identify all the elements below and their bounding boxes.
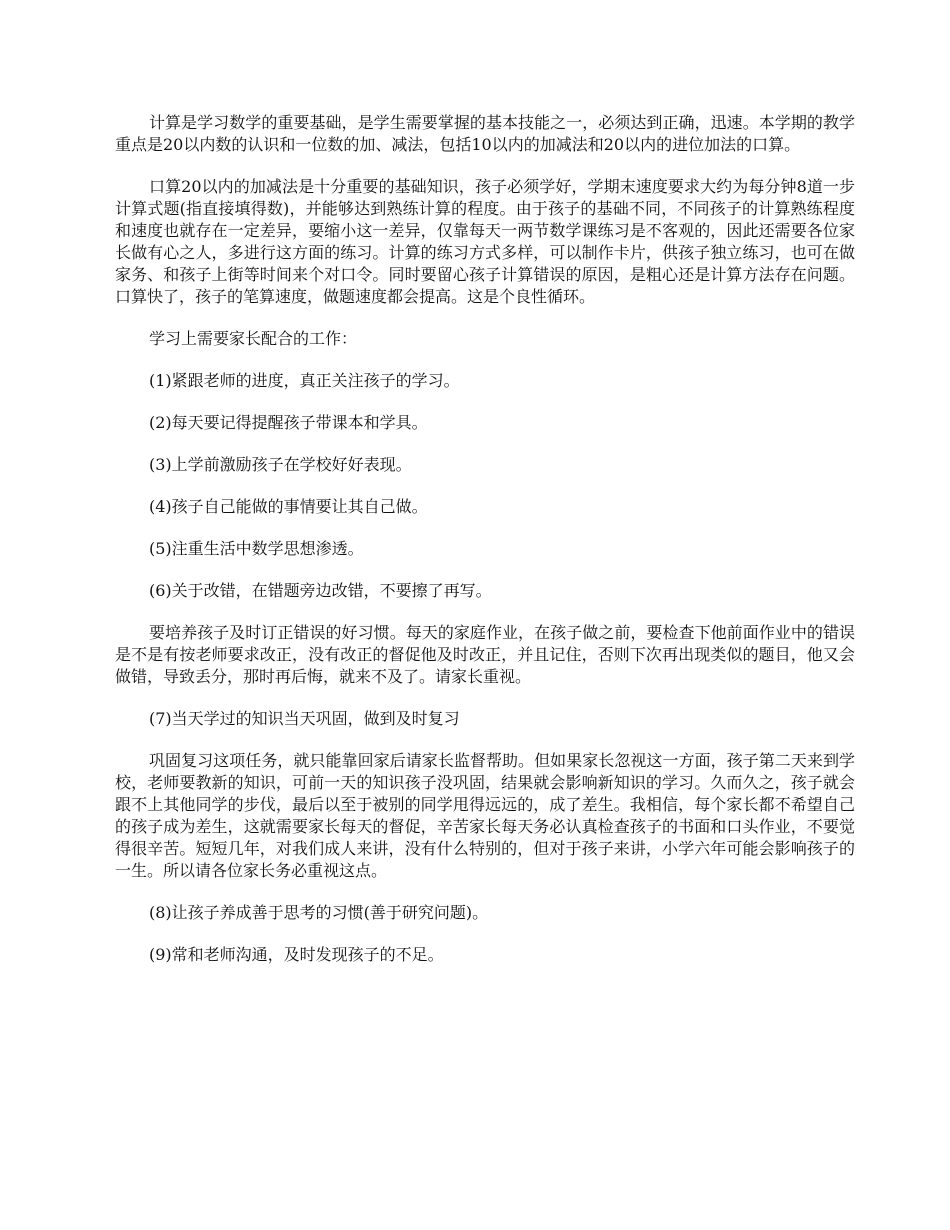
list-item-9: (9)常和老师沟通，及时发现孩子的不足。 — [149, 945, 444, 964]
document-body — [115, 112, 855, 986]
list-item-4: (4)孩子自己能做的事情要让其自己做。 — [149, 497, 428, 516]
paragraph-oral-calculation: 口算20以内的加减法是十分重要的基础知识，孩子必须学好，学期末速度要求大约为每分钟8道一步计算式题(指直接填得数)，并能够达到熟练计算的程度。由于孩子的基础不同，不同孩子的计算熟练程度和速度也就存在一定差异，要缩小这一差异，仅靠每天一两节数学课练习是不客观的，因此还需要各位家长做有心之人，多进行这方面的练习。计算的练习方式多样，可以制作卡片，供孩子独立练习，也可在做家务、和孩子上街等时间来个对口令。同时要留心孩子计算错误的原因，是粗心还是计算方法存在问题。口算快了，孩子的笔算速度，做题速度都会提高。这是个良性循环。 — [115, 177, 855, 306]
list-item-7: (7)当天学过的知识当天巩固，做到及时复习 — [149, 709, 460, 728]
list-item-8: (8)让孩子养成善于思考的习惯(善于研究问题)。 — [149, 903, 489, 922]
list-item-2: (2)每天要记得提醒孩子带课本和学具。 — [149, 413, 428, 432]
paragraph-correct-errors: 要培养孩子及时订正错误的好习惯。每天的家庭作业，在孩子做之前，要检查下他前面作业中的错误是不是有按老师要求改正，没有改正的督促他及时改正，并且记住，否则下次再出现类似的题目，他又会做错，导致丢分，那时再后悔，就来不及了。请家长重视。 — [115, 623, 855, 686]
paragraph-intro: 计算是学习数学的重要基础，是学生需要掌握的基本技能之一，必须达到正确，迅速。本学期的教学重点是20以内数的认识和一位数的加、减法，包括10以内的加减法和20以内的进位加法的口算。 — [115, 113, 855, 154]
list-item-6: (6)关于改错，在错题旁边改错，不要擦了再写。 — [149, 581, 492, 600]
paragraph-review: 巩固复习这项任务，就只能靠回家后请家长监督帮助。但如果家长忽视这一方面，孩子第二天来到学校，老师要教新的知识，可前一天的知识孩子没巩固，结果就会影响新知识的学习。久而久之，孩子就会跟不上其他同学的步伐，最后以至于被别的同学甩得远远的，成了差生。我相信，每个家长都不希望自己的孩子成为差生，这就需要家长每天的督促，辛苦家长每天务必认真检查孩子的书面和口头作业，不要觉得很辛苦。短短几年，对我们成人来讲，没有什么特别的，但对于孩子来讲，小学六年可能会影响孩子的一生。所以请各位家长务必重视这点。 — [115, 751, 855, 880]
paragraph-parent-cooperation-heading: 学习上需要家长配合的工作： — [149, 329, 358, 348]
list-item-1: (1)紧跟老师的进度，真正关注孩子的学习。 — [149, 371, 460, 390]
list-item-3: (3)上学前激励孩子在学校好好表现。 — [149, 455, 412, 474]
list-item-5: (5)注重生活中数学思想渗透。 — [149, 539, 364, 558]
